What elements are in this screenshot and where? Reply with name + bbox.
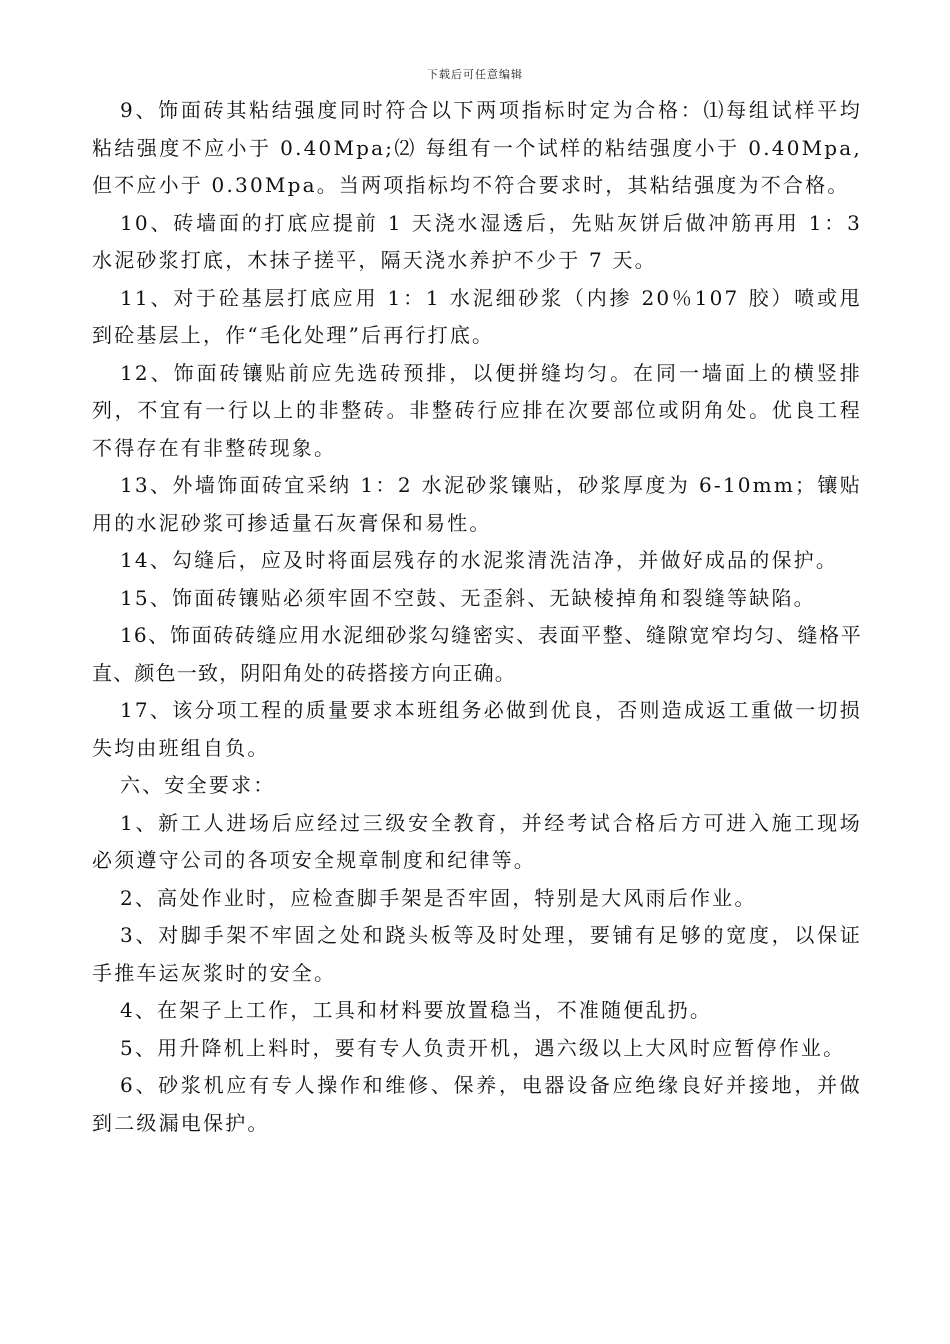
safety-item-4: 4、在架子上工作，工具和材料要放置稳当，不准随便乱扔。 [120,998,713,1022]
section-heading-safety: 六、安全要求： [120,773,276,797]
safety-item-3: 3、对脚手架不牢固之处和跷头板等及时处理，要铺有足够的宽度，以保证手推车运灰浆时的安全。 [92,923,862,985]
safety-item-5: 5、用升降机上料时，要有专人负责开机，遇六级以上大风时应暂停作业。 [120,1035,846,1060]
paragraph-item-16: 16、饰面砖砖缝应用水泥细砂浆勾缝密实、表面平整、缝隙宽窄均匀、缝格平直、颜色一致，阴阳角处的砖搭接方向正确。 [92,623,862,685]
page-header: 下载后可任意编辑 [427,68,523,81]
paragraph-item-13: 13、外墙饰面砖宜采纳 1：2 水泥砂浆镶贴，砂浆厚度为 6-10mm；镶贴用的水泥砂浆可掺适量石灰膏保和易性。 [92,473,862,535]
paragraph-item-9: 9、饰面砖其粘结强度同时符合以下两项指标时定为合格：⑴每组试样平均粘结强度不应小于 0.40Mpa;⑵ 每组有一个试样的粘结强度小于 0.40Mpa,但不应小于 0.30Mpa。当两项指标均不符合要求时，其粘结强度为不合格。 [92,98,862,197]
paragraph-item-15: 15、饰面砖镶贴必须牢固不空鼓、无歪斜、无缺棱掉角和裂缝等缺陷。 [120,585,816,610]
paragraph-item-14: 14、勾缝后，应及时将面层残存的水泥浆清洗洁净，并做好成品的保护。 [120,548,839,572]
document-body [92,92,862,1142]
safety-item-6: 6、砂浆机应有专人操作和维修、保养，电器设备应绝缘良好并接地，并做到二级漏电保护。 [92,1073,862,1135]
safety-item-2: 2、高处作业时，应检查脚手架是否牢固，特别是大风雨后作业。 [120,885,757,910]
paragraph-item-11: 11、对于砼基层打底应用 1：1 水泥细砂浆（内掺 20％107 胶）喷或甩到砼基层上，作“毛化处理”后再行打底。 [92,285,862,347]
paragraph-item-17: 17、该分项工程的质量要求本班组务必做到优良，否则造成返工重做一切损失均由班组自负。 [92,698,862,760]
paragraph-item-12: 12、饰面砖镶贴前应先选砖预排，以便拼缝均匀。在同一墙面上的横竖排列，不宜有一行以上的非整砖。非整砖行应排在次要部位或阴角处。优良工程不得存在有非整砖现象。 [92,360,862,460]
safety-item-1: 1、新工人进场后应经过三级安全教育，并经考试合格后方可进入施工现场必须遵守公司的各项安全规章制度和纪律等。 [92,810,862,872]
paragraph-item-10: 10、砖墙面的打底应提前 1 天浇水湿透后，先贴灰饼后做冲筋再用 1：3 水泥砂浆打底，木抹子搓平，隔天浇水养护不少于 7 天。 [92,210,862,272]
